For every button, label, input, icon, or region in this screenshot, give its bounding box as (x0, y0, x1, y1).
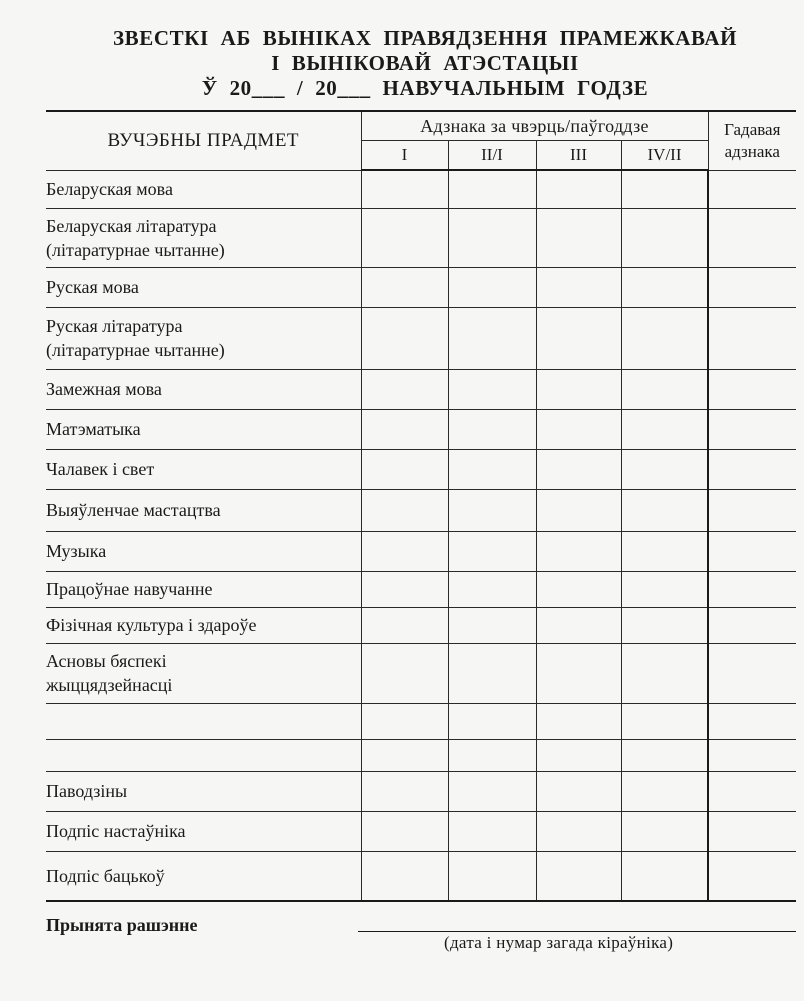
table-row (46, 307, 796, 369)
quarter-grade-cell[interactable] (448, 267, 536, 307)
quarter-grade-cell[interactable] (361, 607, 448, 643)
yearly-grade-cell[interactable] (708, 489, 796, 531)
quarter-grade-cell[interactable] (448, 170, 536, 208)
quarter-grade-cell[interactable] (361, 851, 448, 901)
quarter-grade-cell[interactable] (448, 607, 536, 643)
quarter-grade-cell[interactable] (536, 489, 621, 531)
quarter-grade-cell[interactable] (621, 703, 708, 739)
yearly-header-line-2: адзнака (724, 141, 780, 161)
subject-name: Замежная мова (46, 379, 162, 399)
quarter-1-header: I (361, 141, 448, 171)
table-row (46, 851, 796, 901)
quarter-grade-cell[interactable] (536, 208, 621, 267)
quarter-grade-cell[interactable] (448, 449, 536, 489)
yearly-grade-cell[interactable] (708, 811, 796, 851)
subject-cell (46, 703, 361, 739)
subject-name: Руская літаратура (46, 316, 183, 336)
subject-cell (46, 208, 361, 267)
subject-name-line-2: (літаратурнае чытанне) (46, 239, 225, 260)
subject-name: Руская мова (46, 277, 139, 297)
subject-cell (46, 409, 361, 449)
quarter-grade-cell[interactable] (448, 307, 536, 369)
quarter-grade-cell[interactable] (536, 369, 621, 409)
quarter-grade-cell[interactable] (361, 449, 448, 489)
table-row (46, 409, 796, 449)
yearly-grade-cell[interactable] (708, 703, 796, 739)
quarter-grade-cell[interactable] (621, 307, 708, 369)
quarter-grade-cell[interactable] (621, 607, 708, 643)
subject-cell (46, 307, 361, 369)
quarter-grade-cell[interactable] (621, 170, 708, 208)
yearly-grade-cell[interactable] (708, 267, 796, 307)
subject-cell (46, 643, 361, 703)
title-line-3: Ў 20___ / 20___ НАВУЧАЛЬНЫМ ГОДЗЕ (201, 76, 649, 100)
quarter-grade-cell[interactable] (621, 208, 708, 267)
quarter-4-header: IV/II (621, 141, 708, 171)
yearly-grade-cell[interactable] (708, 851, 796, 901)
subject-name-line-2: жыццядзейнасці (46, 675, 173, 695)
yearly-grade-cell[interactable] (708, 369, 796, 409)
title-line-2: І ВЫНІКОВАЙ АТЭСТАЦЫІ (271, 51, 579, 75)
quarter-grade-cell[interactable] (536, 307, 621, 369)
subject-cell (46, 449, 361, 489)
quarter-grade-cell[interactable] (448, 703, 536, 739)
yearly-grade-cell[interactable] (708, 607, 796, 643)
quarter-grade-cell[interactable] (361, 771, 448, 811)
quarter-grade-cell[interactable] (621, 489, 708, 531)
quarter-grade-cell[interactable] (361, 643, 448, 703)
decision-label: Прынята рашэнне (46, 915, 198, 935)
table-row (46, 607, 796, 643)
decision-caption: (дата і нумар загада кіраўніка) (444, 933, 674, 952)
quarter-grade-cell[interactable] (361, 267, 448, 307)
quarter-grade-cell[interactable] (536, 409, 621, 449)
quarter-grade-cell[interactable] (361, 531, 448, 571)
quarter-grade-cell[interactable] (621, 771, 708, 811)
subject-name: Фізічная культура і здароўе (46, 615, 257, 635)
table-row (46, 703, 796, 739)
yearly-grade-cell[interactable] (708, 531, 796, 571)
subject-name: Паводзіны (46, 781, 128, 801)
quarter-grade-cell[interactable] (621, 571, 708, 607)
quarter-grade-cell[interactable] (448, 739, 536, 771)
quarter-grade-cell[interactable] (361, 489, 448, 531)
quarter-grade-cell[interactable] (448, 369, 536, 409)
quarter-3-header: III (536, 141, 621, 171)
quarter-grade-cell[interactable] (361, 307, 448, 369)
yearly-grade-cell[interactable] (708, 307, 796, 369)
document-title (0, 26, 804, 101)
grades-table (46, 110, 796, 902)
subject-name: Працоўнае навучанне (46, 579, 213, 599)
quarter-grade-cell[interactable] (621, 643, 708, 703)
table-row (46, 369, 796, 409)
quarter-grade-cell[interactable] (536, 607, 621, 643)
subject-cell (46, 607, 361, 643)
subject-name: Подпіс настаўніка (46, 821, 186, 841)
quarter-grade-cell[interactable] (361, 409, 448, 449)
subject-name: Асновы бяспекі (46, 651, 167, 671)
quarter-grade-cell[interactable] (621, 267, 708, 307)
quarter-grade-cell[interactable] (621, 851, 708, 901)
yearly-grade-cell[interactable] (708, 739, 796, 771)
subject-name: Музыка (46, 541, 107, 561)
quarter-grade-cell[interactable] (621, 811, 708, 851)
quarter-grade-cell[interactable] (536, 571, 621, 607)
quarter-grade-cell[interactable] (448, 489, 536, 531)
quarter-grade-cell[interactable] (621, 739, 708, 771)
quarter-grade-cell[interactable] (361, 208, 448, 267)
subject-column-header: ВУЧЭБНЫ ПРАДМЕТ (46, 111, 361, 170)
subject-name: Чалавек і свет (46, 459, 155, 479)
quarter-grade-cell[interactable] (536, 811, 621, 851)
quarter-grade-cell[interactable] (621, 449, 708, 489)
yearly-grade-cell[interactable] (708, 449, 796, 489)
quarter-grade-cell[interactable] (536, 531, 621, 571)
quarter-grade-cell[interactable] (448, 811, 536, 851)
subject-name: Подпіс бацькоў (46, 865, 165, 886)
yearly-grade-header (708, 111, 796, 170)
quarter-grade-cell[interactable] (448, 531, 536, 571)
quarter-grade-cell[interactable] (536, 771, 621, 811)
yearly-header-line-1: Гадавая (724, 119, 781, 139)
yearly-grade-cell[interactable] (708, 208, 796, 267)
quarter-grade-cell[interactable] (361, 571, 448, 607)
table-row (46, 267, 796, 307)
quarter-grade-cell[interactable] (448, 851, 536, 901)
table-row (46, 208, 796, 267)
subject-cell (46, 771, 361, 811)
quarter-grade-cell[interactable] (448, 409, 536, 449)
table-row (46, 771, 796, 811)
quarter-grade-cell[interactable] (536, 267, 621, 307)
quarter-grade-cell[interactable] (621, 531, 708, 571)
table-row (46, 489, 796, 531)
decision-signature-line (358, 931, 796, 932)
quarter-grade-cell[interactable] (361, 739, 448, 771)
quarter-grade-cell[interactable] (536, 703, 621, 739)
subject-cell (46, 811, 361, 851)
table-row (46, 449, 796, 489)
quarter-grade-cell[interactable] (361, 170, 448, 208)
quarter-grade-cell[interactable] (361, 369, 448, 409)
subject-cell (46, 851, 361, 901)
subject-cell (46, 531, 361, 571)
quarter-grade-cell[interactable] (536, 643, 621, 703)
quarter-grade-cell[interactable] (536, 739, 621, 771)
subject-name: Беларуская літаратура (46, 215, 217, 236)
subject-name: Беларуская мова (46, 179, 173, 199)
yearly-grade-cell[interactable] (708, 409, 796, 449)
quarter-grade-cell[interactable] (536, 170, 621, 208)
quarter-grade-cell[interactable] (536, 851, 621, 901)
title-line-1: ЗВЕСТКІ АБ ВЫНІКАХ ПРАВЯДЗЕННЯ ПРАМЕЖКАВАЙ (112, 26, 738, 50)
quarter-grade-cell[interactable] (621, 409, 708, 449)
quarter-grade-cell[interactable] (448, 771, 536, 811)
yearly-grade-cell[interactable] (708, 571, 796, 607)
yearly-grade-cell[interactable] (708, 771, 796, 811)
quarter-grade-cell[interactable] (448, 571, 536, 607)
subject-cell (46, 739, 361, 771)
quarter-grade-cell[interactable] (361, 703, 448, 739)
quarter-grade-cell[interactable] (448, 208, 536, 267)
subject-cell (46, 170, 361, 208)
subject-name-line-2: (літаратурнае чытанне) (46, 340, 225, 360)
table-row (46, 811, 796, 851)
subject-cell (46, 369, 361, 409)
quarter-grade-cell[interactable] (536, 449, 621, 489)
subject-name: Матэматыка (46, 419, 141, 439)
table-row (46, 531, 796, 571)
quarter-2-header: II/I (448, 141, 536, 171)
yearly-grade-cell[interactable] (708, 643, 796, 703)
table-row (46, 739, 796, 771)
quarter-grade-header: Адзнака за чвэрць/паўгоддзе (361, 111, 708, 141)
table-row (46, 643, 796, 703)
yearly-grade-cell[interactable] (708, 170, 796, 208)
table-row (46, 571, 796, 607)
subject-cell (46, 267, 361, 307)
subject-cell (46, 571, 361, 607)
subject-cell (46, 489, 361, 531)
subject-name: Выяўленчае мастацтва (46, 500, 221, 520)
table-row (46, 170, 796, 208)
quarter-grade-cell[interactable] (361, 811, 448, 851)
quarter-grade-cell[interactable] (621, 369, 708, 409)
quarter-grade-cell[interactable] (448, 643, 536, 703)
